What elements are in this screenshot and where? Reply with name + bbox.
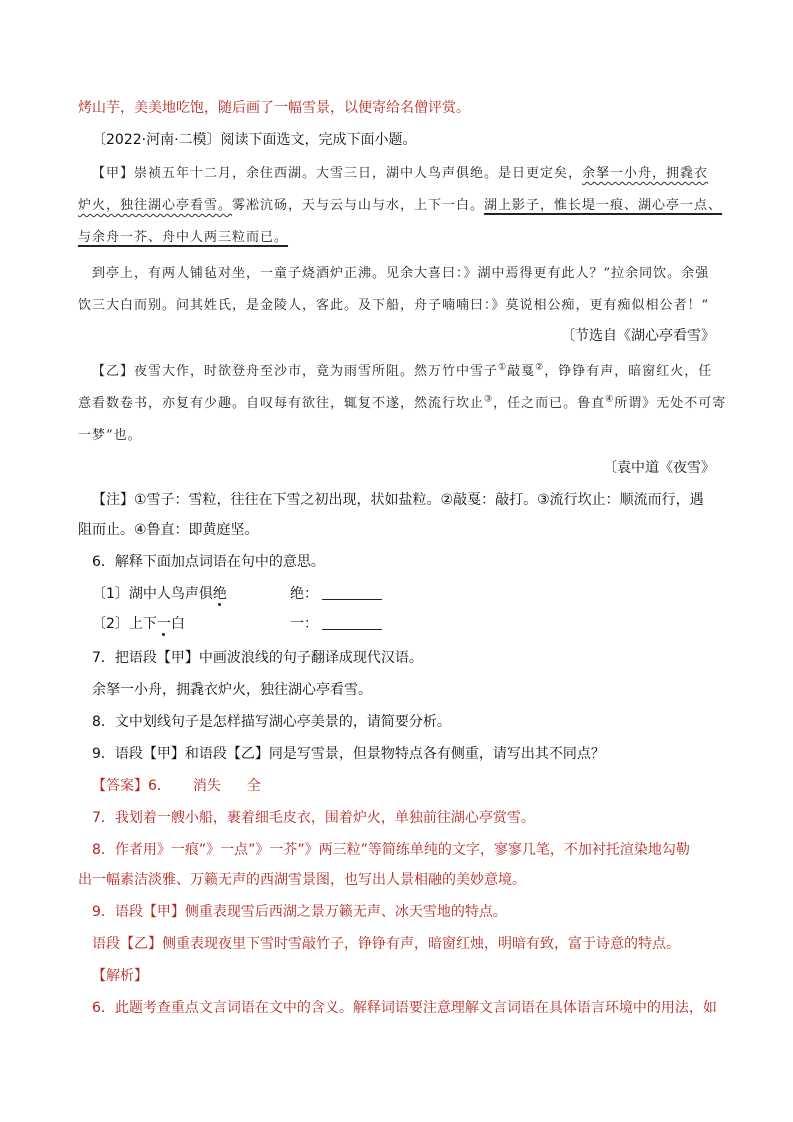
passage-jia-line-5: 饮三大白而别。问其姓氏，是金陵人，客此。及下船，舟子喃喃曰：》莫说相公痴，更有痴似相公者！” [78, 298, 710, 313]
source-jia: 〔节选自《湖心亭看雪》 [561, 328, 715, 344]
passage-jia-line-4: 到亭上，有两人铺毡对坐，一童子烧酒炉正沸。见余大喜曰：》湖中焉得更有此人？”拉余同饮。余强 [92, 266, 710, 281]
notes-line-1: 【注】①雪子：雪粒，往往在下雪之初出现，状如盐粒。②敲戛：敲打。③流行坎止：顺流而行，遇 [92, 492, 704, 508]
passage-jia-line-3: 与余舟一芥、舟中人两三粒而已。 [78, 230, 289, 245]
source-yi: 〔袁中道《夜雪》 [603, 460, 715, 476]
passage-yi-line-2: 意看数卷书，亦复有少趣。自叹每有欲往，辄复不遂，然流行坎止③，任之而已。鲁直④所谓》无处不可寄 [78, 394, 727, 411]
question-7: 7．把语段【甲】中画波浪线的句子翻译成现代汉语。 [92, 650, 423, 666]
answer-6: 【答案】6． 消失 全 [92, 778, 261, 794]
question-source: 〔2022·河南·二模〕阅读下面选文，完成下面小题。 [92, 132, 417, 148]
analysis-heading: 【解析】 [92, 968, 148, 984]
answer-blank-1[interactable]: 绝： [290, 584, 382, 604]
passage-yi-line-1: 【乙】夜雪大作，时欲登舟至沙市，竟为雨雪所阻。然万竹中雪子①敲戛②，铮铮有声，暗窗红火，任 [92, 362, 713, 379]
passage-jia-line-1: 【甲】崇祯五年十二月，余住西湖。大雪三日，湖中人鸟声俱绝。是日更定矣，余拏一小舟，拥毳衣 [92, 166, 709, 181]
blank-line[interactable] [322, 615, 382, 630]
notes-line-2: 阻而止。④鲁直：即黄庭坚。 [78, 522, 259, 538]
question-6: 6．解释下面加点词语在句中的意思。 [92, 554, 325, 570]
answer-blank-2[interactable]: 一： [290, 614, 382, 634]
answer-8-line-2: 出一幅素洁淡雅、万籁无声的西湖雪景图，也写出人景相融的美妙意境。 [78, 872, 526, 888]
answer-9-line-1: 9．语段【甲】侧重表现雪后西湖之景万籁无声、冰天雪地的特点。 [92, 904, 507, 920]
analysis-6: 6．此题考查重点文言词语在文中的含义。解释词语要注意理解文言词语在具体语言环境中的用法，如 [92, 1000, 717, 1016]
answer-9-line-2: 语段【乙】侧重表现夜里下雪时雪敲竹子，铮铮有声，暗窗红烛，明暗有致，富于诗意的特点。 [92, 936, 680, 952]
question-7-sentence: 余拏一小舟，拥毳衣炉火，独往湖心亭看雪。 [92, 682, 372, 698]
passage-yi-line-3: 一梦”也。 [78, 428, 142, 443]
question-6-item-2: 〔2〕上下一白 [92, 616, 185, 632]
intro-line: 烤山芋，美美地吃饱，随后画了一幅雪景，以便寄给名僧评赏。 [78, 100, 470, 116]
question-8: 8．文中划线句子是怎样描写湖心亭美景的，请简要分析。 [92, 714, 451, 730]
question-6-item-1: 〔1〕湖中人鸟声俱绝 [92, 586, 227, 602]
question-9: 9．语段【甲】和语段【乙】同是写雪景，但景物特点各有侧重，请写出其不同点？ [92, 746, 605, 762]
answer-8-line-1: 8．作者用》一痕”》一点”》一芥”》两三粒”等简练单纯的文字，寥寥几笔，不加衬托渲染地勾勒 [92, 842, 690, 858]
answer-7: 7．我划着一艘小船，裹着细毛皮衣，围着炉火，单独前往湖心亭赏雪。 [92, 810, 535, 826]
passage-jia-line-2: 炉火，独往湖心亭看雪。雾凇沆砀，天与云与山与水，上下一白。湖上影子，惟长堤一痕、湖心亭一点、 [78, 198, 723, 213]
blank-line[interactable] [322, 585, 382, 600]
